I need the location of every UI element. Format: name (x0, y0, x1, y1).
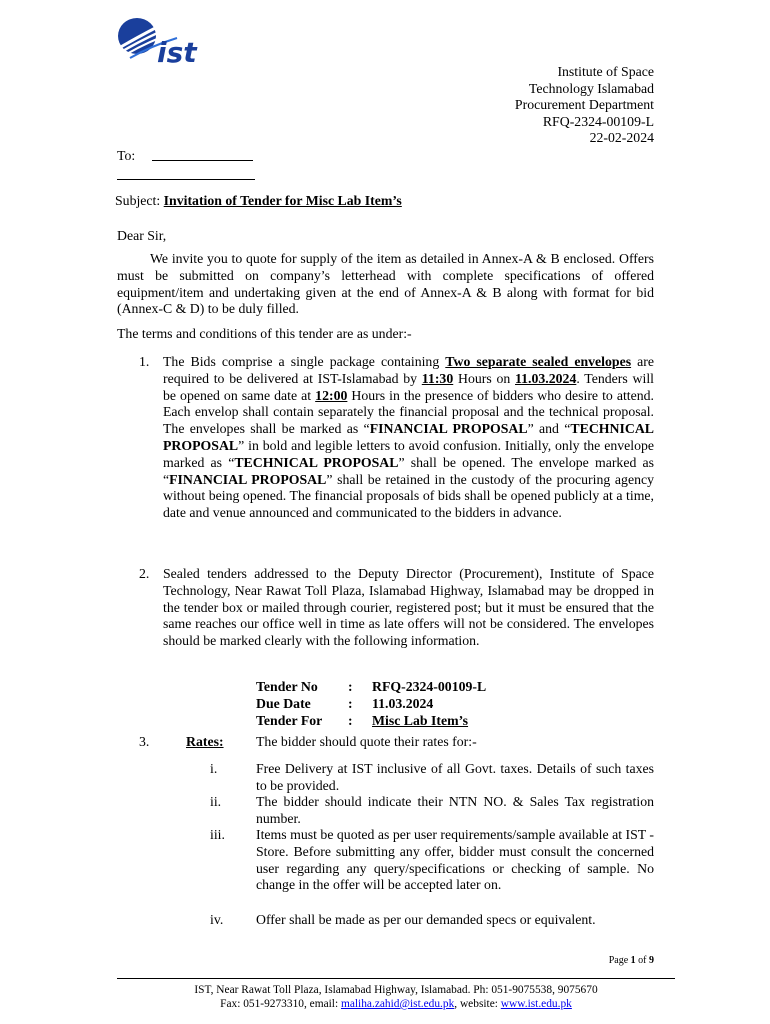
sender-line: Procurement Department (514, 97, 654, 113)
sender-address-block (515, 64, 654, 147)
footer-fax: Fax: 051-9273310, email: (220, 998, 341, 1010)
page-total: 9 (649, 955, 654, 966)
item-text: are required to be delivered at IST-Islamabad by (163, 354, 654, 386)
page-of: of (638, 955, 647, 966)
subitem-text: Free Delivery at IST inclusive of all Govt. taxes. Details of such taxes to be provided. (256, 761, 654, 793)
tender-info-row (256, 696, 486, 713)
subitem-number: i. (210, 761, 218, 776)
intro-paragraph: We invite you to quote for supply of the item as detailed in Annex-A & B enclosed. Offers must be submitted on company’s letterhead with complete specifications of offered equipment/item and undertaking given at the end of Annex-A & B along with format for bid (Annex-C & D) to be duly filled. (117, 251, 654, 317)
bold-text: FINANCIAL PROPOSAL (169, 471, 327, 487)
ist-logo (113, 14, 213, 66)
item-text: ” in bold and legible letters to avoid confusion. Initially, only the envelope marked as “ (163, 437, 654, 470)
subitem-text: Offer shall be made as per our demanded specs or equivalent. (256, 912, 596, 927)
opening-time: 12:00 (315, 387, 348, 403)
item-text: Hours in the presence of bidders who desire to attend. Each envelop shall contain separately the financial proposal and the technical proposal. The envelopes shall be marked as “ (163, 387, 655, 437)
item-number: 3. (139, 734, 150, 749)
tender-info-sep: : (348, 695, 353, 711)
tender-info-sep: : (348, 712, 353, 728)
item-text: ” and “ (527, 421, 571, 437)
page-number (609, 955, 654, 966)
to-label: To: (117, 148, 136, 163)
tender-info-sep: : (348, 679, 353, 694)
subject-label: Subject: (115, 193, 161, 208)
subitem-text: The bidder should indicate their NTN NO. & Sales Tax registration number. (256, 794, 654, 826)
page-current: 1 (630, 955, 636, 966)
item-1-text (163, 354, 654, 522)
tender-info-key: Tender For (256, 712, 323, 728)
footer-divider (117, 978, 675, 979)
subject-line (115, 193, 402, 209)
tender-info-value: Misc Lab Item’s (372, 712, 469, 728)
recipient-blank-line-2 (117, 179, 255, 180)
item-2-text: Sealed tenders addressed to the Deputy Director (Procurement), Institute of Space Technology, Near Rawat Toll Plaza, Islamabad Highway, Islamabad may be dropped in the tender box or mailed through courier, registered post; but it must be ensured that the same reaches our office well in time as late offers will not be considered. The envelopes should be marked clearly with the following information. (163, 566, 654, 649)
bold-text: FINANCIAL PROPOSAL (369, 421, 528, 437)
tender-info-key: Due Date (256, 695, 311, 711)
terms-intro: The terms and conditions of this tender are as under:- (117, 326, 412, 341)
bold-text: TECHNICAL PROPOSAL (234, 454, 399, 470)
item-text: Hours on (453, 370, 516, 386)
rates-intro: The bidder should quote their rates for:- (256, 734, 477, 749)
tender-info-row (256, 679, 486, 696)
item-text: ” shall be opened. The envelope marked as “ (163, 454, 655, 487)
bold-text: TECHNICAL PROPOSAL (163, 421, 654, 453)
sender-line: Institute of Space (557, 64, 654, 79)
logo-text: ist (157, 36, 197, 66)
item-number: 2. (139, 566, 150, 581)
tender-info-value: RFQ-2324-00109-L (372, 679, 487, 694)
greeting: Dear Sir, (117, 228, 167, 243)
item-text: . Tenders will be opened on same date at (163, 370, 654, 403)
subitem-number: ii. (210, 794, 222, 809)
reference-number: RFQ-2324-00109-L (542, 113, 654, 129)
rates-label: Rates: (186, 734, 224, 749)
email-link[interactable]: maliha.zahid@ist.edu.pk (340, 998, 455, 1010)
item-number: 1. (139, 354, 150, 369)
ist-logo-graphic (113, 14, 213, 66)
tender-info-key: Tender No (256, 679, 318, 694)
sender-line: Technology Islamabad (528, 80, 654, 96)
subitem-text: Items must be quoted as per user requirements/sample available at IST - Store. Before submitting any offer, bidder must consult the concerned user regarding any query/specifications or checking of sample. No change in the offer will be accepted later on. (256, 827, 654, 893)
subitem-number: iii. (210, 827, 225, 842)
website-link[interactable]: www.ist.edu.pk (500, 998, 572, 1010)
tender-info-value: 11.03.2024 (372, 695, 434, 711)
tender-info (256, 679, 486, 729)
item-text: The Bids comprise a single package containing (163, 354, 446, 369)
item-text: ” shall be retained in the custody of the procuring agency without being opened. The financial proposals of bids shall be opened publicly at a time, date and venue announced and communicated to the bidders in advance. (163, 471, 655, 521)
recipient-blank-line (152, 160, 253, 161)
subitem-number: iv. (210, 912, 224, 927)
emphasis-text: Two separate sealed envelopes (445, 354, 632, 369)
footer-contact (117, 997, 675, 1011)
tender-info-row (256, 713, 486, 730)
deadline-date: 11.03.2024 (515, 370, 577, 386)
subject-title: Invitation of Tender for Misc Lab Item’s (163, 193, 402, 208)
letter-date: 22-02-2024 (589, 130, 654, 146)
page-label: Page (608, 955, 629, 966)
footer-address: IST, Near Rawat Toll Plaza, Islamabad Highway, Islamabad. Ph: 051-9075538, 9075670 (194, 984, 598, 996)
footer-website-label: , website: (454, 998, 501, 1010)
deadline-time: 11:30 (421, 370, 454, 386)
